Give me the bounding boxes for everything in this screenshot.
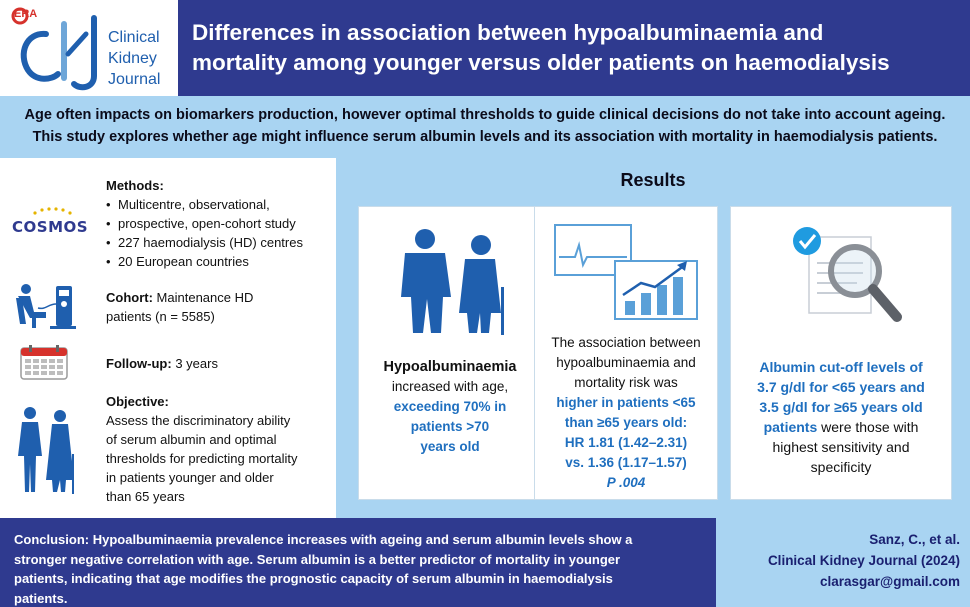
citation	[716, 518, 970, 607]
results-panel	[336, 158, 970, 518]
footer	[0, 518, 970, 607]
result-card-mortality: The association between hypoalbuminaemia and mortality risk was higher in patients <65 than ≥65 years old: HR 1.81 (1.42–2.31) vs. 1.36 (1.17–1.57) P .004	[534, 206, 718, 500]
intro-banner: Age often impacts on biomarkers production, however optimal thresholds to guide clinical decisions do not take into account ageing. This study explores whether age might influence serum albumin levels and its association with mortality in haemodialysis patients.	[0, 96, 970, 158]
young-old-people-icon	[14, 404, 80, 496]
conclusion-text: Conclusion: Hypoalbuminaemia prevalence increases with ageing and serum albumin levels show a stronger negative correlation with age. Serum albumin is a better predictor of mortality in younger patients, indicating that age modifies the prognostic capacity of serum albumin in haemodialysis patients.	[14, 532, 633, 606]
methods-section	[0, 158, 336, 278]
dialysis-patient-icon	[12, 280, 78, 330]
journal-logo	[0, 0, 178, 96]
followup-section	[0, 338, 336, 386]
methods-heading: Methods:	[106, 178, 164, 193]
calendar-icon	[20, 344, 68, 380]
magnifier-document-icon	[787, 221, 907, 333]
list-item: • prospective, open-cohort study	[106, 214, 303, 233]
list-item: • Multicentre, observational,	[106, 195, 303, 214]
citation-email: clarasgar@gmail.com	[820, 574, 960, 589]
cohort-section: Cohort: Maintenance HD patients (n = 5585)	[0, 278, 336, 338]
chart-monitor-icon	[553, 221, 703, 321]
objective-section: Objective: Assess the discriminatory ability of serum albumin and optimal thresholds for predicting mortality in patients younger and older than 65 years	[0, 386, 336, 518]
journal-name: Clinical Kidney Journal	[108, 29, 161, 88]
card1-line: Hypoalbuminaemia	[383, 359, 517, 375]
list-item: • 227 haemodialysis (HD) centres	[106, 233, 303, 252]
citation-journal: Clinical Kidney Journal (2024)	[767, 553, 960, 568]
results-heading: Results	[620, 170, 686, 190]
elderly-couple-icon	[387, 227, 517, 339]
study-details-panel	[0, 158, 336, 518]
card3-line: Albumin cut-off levels of	[759, 359, 923, 375]
brand-label: ERA	[14, 8, 38, 20]
cosmos-logo: COSMOS	[12, 218, 89, 236]
cohort-line: Cohort: Maintenance HD	[106, 290, 254, 305]
list-item: • 20 European countries	[106, 252, 303, 271]
header-banner	[0, 0, 970, 96]
result-card-cutoff: Albumin cut-off levels of 3.7 g/dl for <65 years and 3.5 g/dl for ≥65 years old patients were those with highest sensitivity and specificity	[730, 206, 952, 500]
citation-authors: Sanz, C., et al.	[869, 532, 960, 547]
card2-line: The association between	[551, 335, 701, 350]
objective-heading: Objective:	[106, 394, 169, 409]
followup-line: Follow-up: 3 years	[106, 356, 218, 371]
methods-list	[106, 195, 303, 271]
page-title: Differences in association between hypoalbuminaemia and mortality among younger versus older patients on haemodialysis	[192, 20, 890, 75]
result-card-prevalence: Hypoalbuminaemia increased with age, exceeding 70% in patients >70 years old	[358, 206, 542, 500]
